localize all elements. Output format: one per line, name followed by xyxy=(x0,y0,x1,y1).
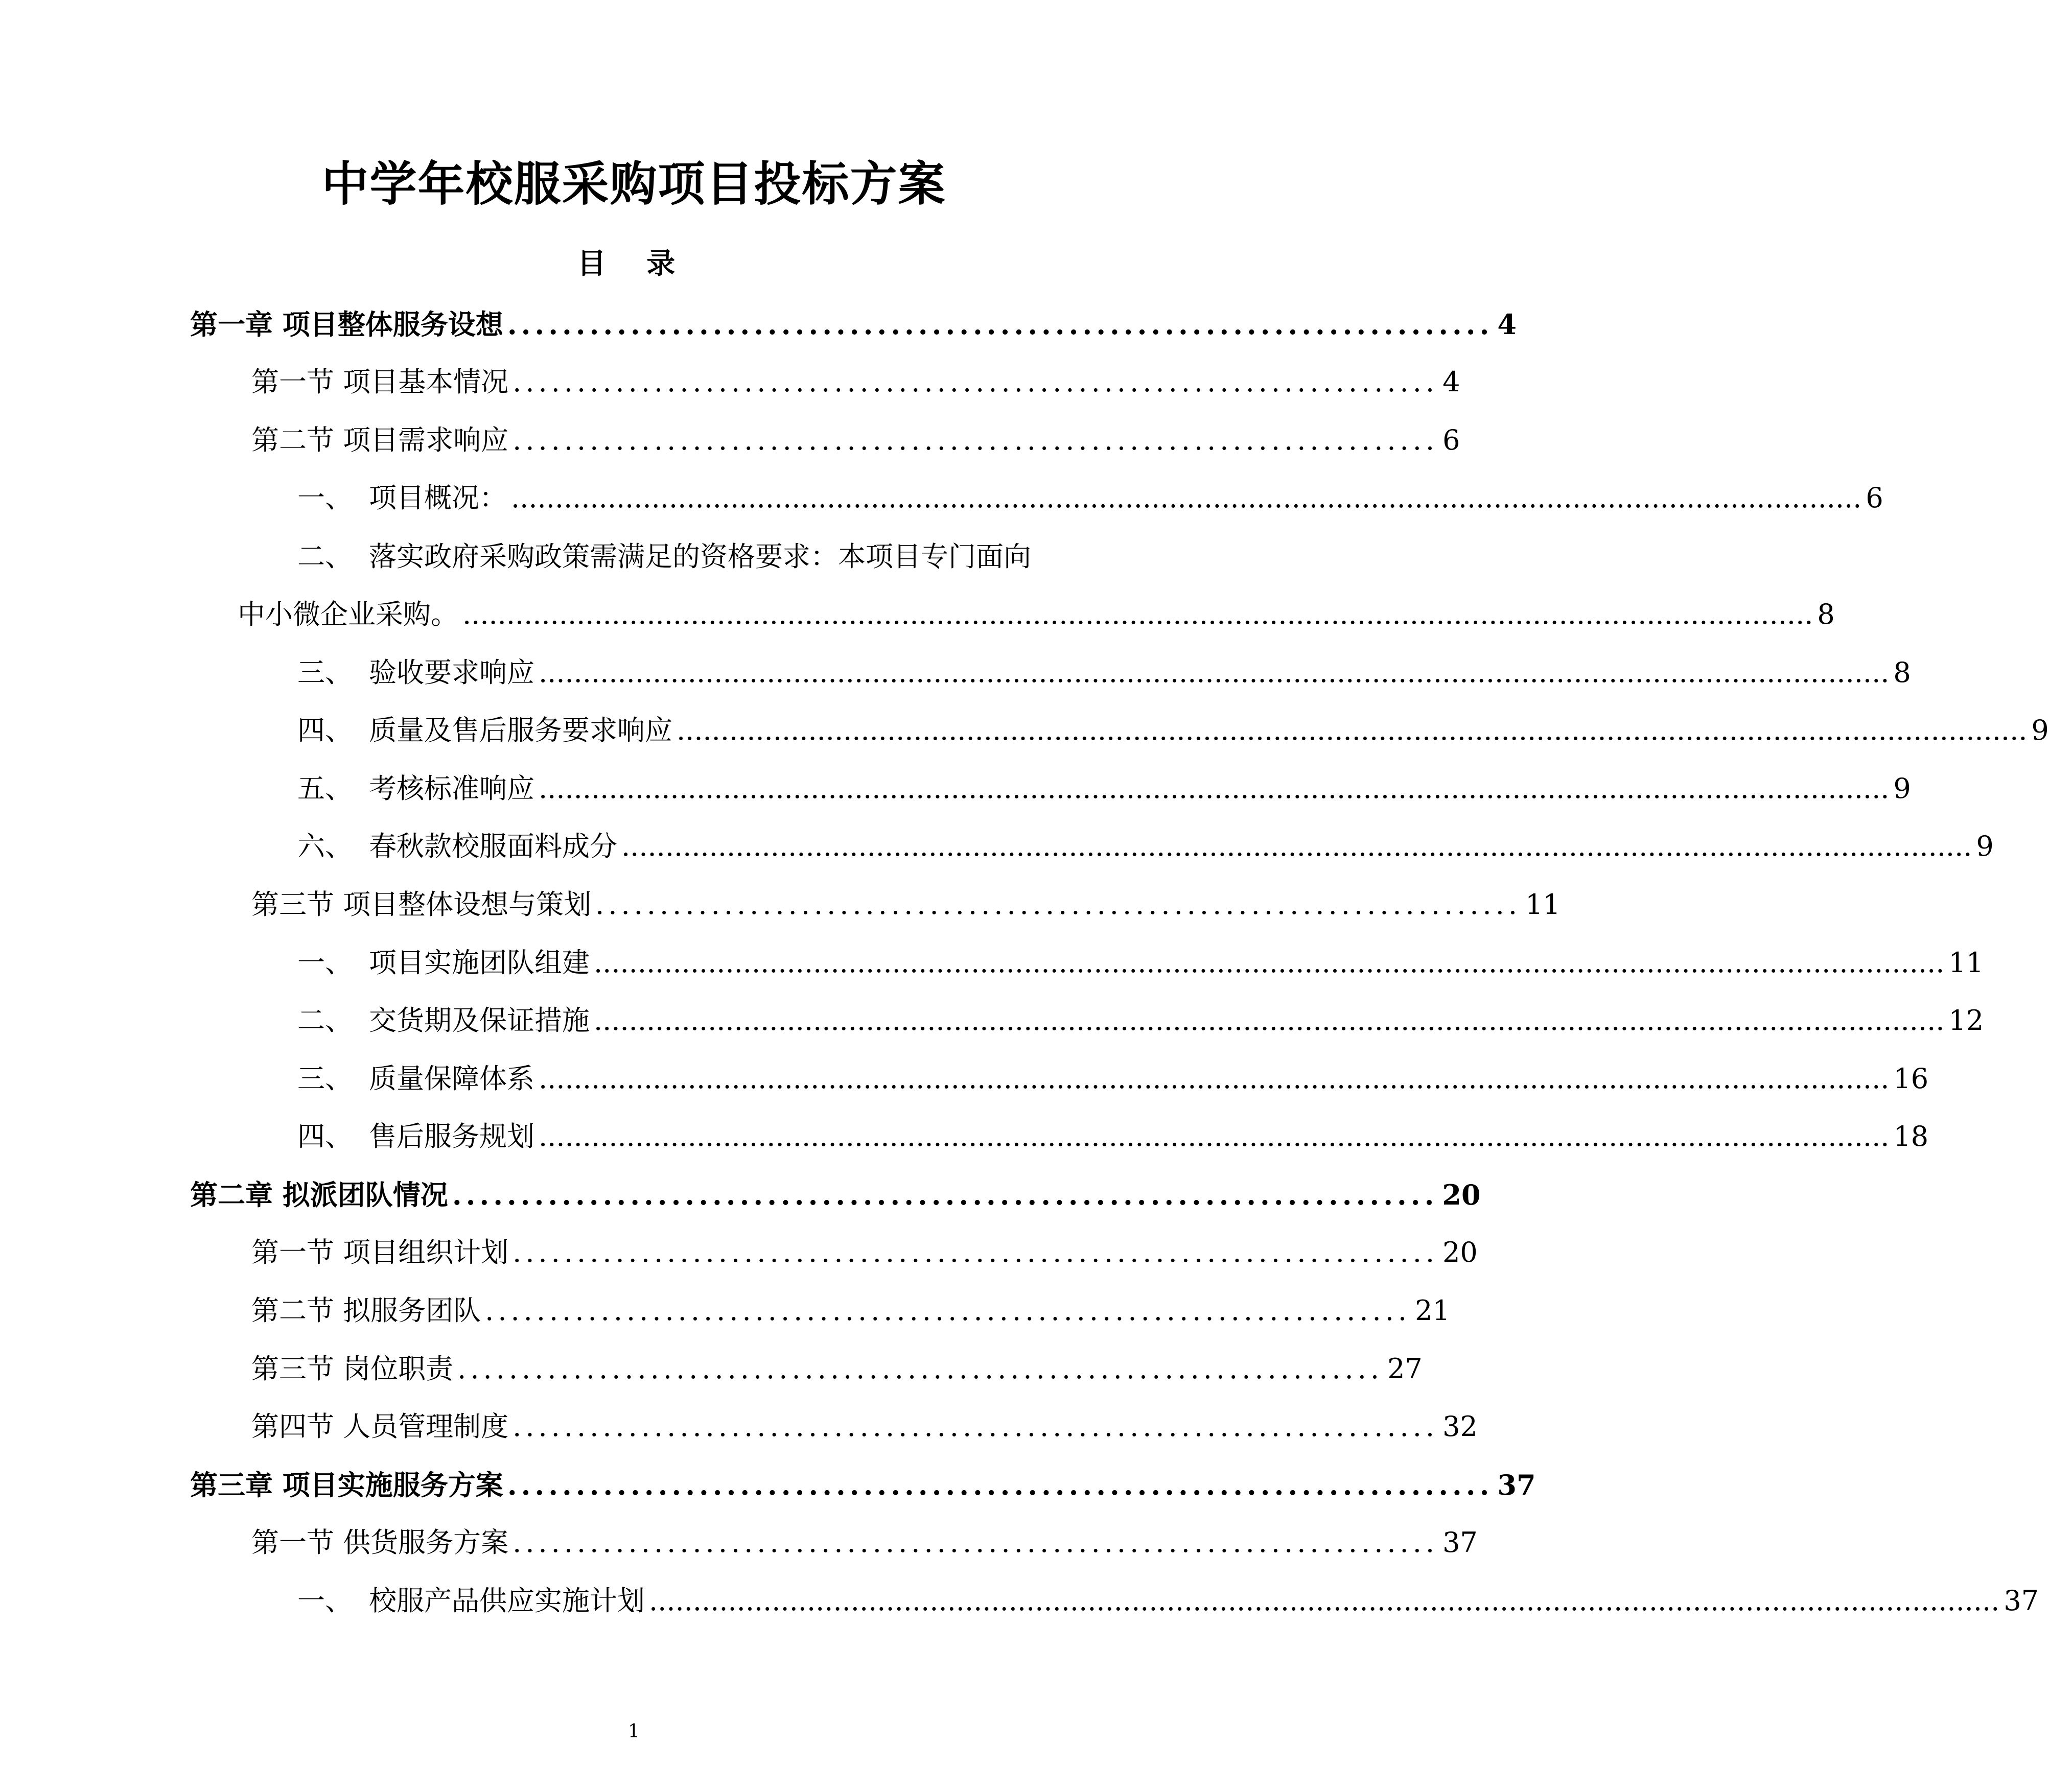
dot-leader: ........................................................................ xyxy=(513,424,1439,456)
toc-entry-label: 六、 春秋款校服面料成分 xyxy=(297,826,617,867)
toc-entry-section[interactable] xyxy=(251,1232,1478,1273)
toc-entry-item[interactable] xyxy=(297,942,1984,983)
dot-leader: ........................................................................ xyxy=(452,1178,1438,1211)
toc-entry-page: 6 xyxy=(1866,482,1883,514)
toc-entry-section[interactable] xyxy=(251,362,1460,403)
dot-leader: .......................................................................................................................................................... xyxy=(594,947,1945,979)
toc-entry-page: 4 xyxy=(1497,308,1517,341)
toc-entry-label: 一、 校服产品供应实施计划 xyxy=(297,1581,645,1621)
toc-entry-page: 11 xyxy=(1525,888,1561,921)
toc-entry-label: 第三章 项目实施服务方案 xyxy=(190,1469,503,1501)
toc-entry-item[interactable] xyxy=(297,1000,1984,1041)
toc-entry-item[interactable] xyxy=(297,1581,2039,1621)
toc-entry-page: 11 xyxy=(1948,947,1984,979)
toc-entry-page: 27 xyxy=(1387,1353,1423,1385)
toc-entry-page: 16 xyxy=(1893,1063,1929,1095)
toc-entry-page: 8 xyxy=(1817,598,1835,630)
toc-entry-item[interactable] xyxy=(297,768,1911,809)
toc-entry-page: 37 xyxy=(2004,1585,2039,1617)
toc-entry-label: 第三节 岗位职责 xyxy=(251,1353,454,1385)
toc-entry-section[interactable] xyxy=(251,1290,1450,1331)
toc-entry-number: 二、 xyxy=(297,1004,353,1036)
toc-entry-page: 9 xyxy=(1893,772,1911,805)
toc-entry-label: 第二章 拟派团队情况 xyxy=(190,1178,448,1211)
toc-entry-page: 37 xyxy=(1497,1469,1536,1501)
toc-entry-page: 6 xyxy=(1442,424,1460,456)
toc-entry-section[interactable] xyxy=(251,1349,1423,1389)
toc-entry-label-continued: 中小微企业采购。 xyxy=(238,598,458,630)
toc-entry-label: 四、 质量及售后服务要求响应 xyxy=(297,710,672,751)
toc-entry-chapter-1[interactable] xyxy=(190,304,1517,345)
toc-entry-chapter-3[interactable] xyxy=(190,1465,1536,1505)
toc-entry-label: 第一章 项目整体服务设想 xyxy=(190,308,503,341)
dot-leader: ........................................................................ xyxy=(457,1353,1384,1385)
dot-leader: .......................................................................................................................................................... xyxy=(539,1063,1890,1095)
toc-entry-number: 六、 xyxy=(297,830,353,862)
dot-leader: ........................................................................ xyxy=(507,308,1494,341)
toc-entry-page: 9 xyxy=(2031,714,2049,746)
toc-entry-item[interactable] xyxy=(297,1116,1929,1157)
toc-entry-label: 第四节 人员管理制度 xyxy=(251,1410,509,1443)
dot-leader: .......................................................................................................................................................... xyxy=(539,656,1890,689)
toc-entry-number: 一、 xyxy=(297,947,353,979)
toc-entry-label: 一、 项目实施团队组建 xyxy=(297,942,590,983)
toc-entry-section[interactable] xyxy=(251,420,1460,461)
toc-entry-label: 第二节 项目需求响应 xyxy=(251,424,509,456)
dot-leader: .......................................................................................................................................................... xyxy=(462,598,1813,630)
dot-leader: .......................................................................................................................................................... xyxy=(594,1004,1945,1036)
toc-entry-label: 第一节 项目组织计划 xyxy=(251,1236,509,1268)
toc-entry-label: 三、 验收要求响应 xyxy=(297,652,534,693)
toc-entry-item-wrapped-line-2[interactable] xyxy=(238,594,1835,635)
toc-entry-page: 12 xyxy=(1948,1004,1984,1036)
dot-leader: .......................................................................................................................................................... xyxy=(649,1585,2000,1617)
dot-leader: ........................................................................ xyxy=(485,1294,1411,1327)
toc-entry-page: 18 xyxy=(1893,1120,1929,1152)
toc-entry-page: 21 xyxy=(1415,1294,1450,1327)
toc-entry-label: 落实政府采购政策需满足的资格要求：本项目专门面向 xyxy=(369,540,1031,573)
toc-entry-item[interactable] xyxy=(297,710,2049,751)
toc-entry-label: 二、 交货期及保证措施 xyxy=(297,1000,590,1041)
dot-leader: .......................................................................................................................................................... xyxy=(539,772,1890,805)
toc-entry-label: 五、 考核标准响应 xyxy=(297,768,534,809)
toc-entry-number: 三、 xyxy=(297,1063,353,1095)
toc-entry-item[interactable] xyxy=(297,1058,1929,1099)
toc-entry-item-wrapped-line-1[interactable] xyxy=(297,536,1031,577)
toc-entry-section[interactable] xyxy=(251,884,1561,925)
toc-entry-number: 五、 xyxy=(297,772,353,805)
toc-entry-number: 四、 xyxy=(297,714,353,746)
dot-leader: ........................................................................ xyxy=(513,366,1439,398)
toc-entry-number: 四、 xyxy=(297,1120,353,1152)
dot-leader: .......................................................................................................................................................... xyxy=(539,1120,1890,1152)
toc-entry-item[interactable] xyxy=(297,826,1994,867)
toc-entry-label: 一、 项目概况： xyxy=(297,478,507,518)
document-title: 中学年校服采购项目投标方案 xyxy=(321,156,946,211)
toc-entry-page: 4 xyxy=(1442,366,1460,398)
toc-entry-page: 9 xyxy=(1976,830,1994,862)
dot-leader: .......................................................................................................................................................... xyxy=(677,714,2028,746)
toc-entry-item[interactable] xyxy=(297,652,1911,693)
toc-entry-page: 32 xyxy=(1442,1410,1478,1443)
toc-entry-page: 20 xyxy=(1442,1178,1481,1211)
toc-entry-number: 一、 xyxy=(297,1585,353,1617)
dot-leader: ........................................................................ xyxy=(507,1469,1494,1501)
toc-entry-label: 第一节 供货服务方案 xyxy=(251,1526,509,1559)
page-number: 1 xyxy=(628,1721,640,1742)
toc-entry-label: 四、 售后服务规划 xyxy=(297,1116,534,1157)
dot-leader: ........................................................................ xyxy=(513,1410,1439,1443)
dot-leader: ........................................................................ xyxy=(513,1236,1439,1268)
dot-leader: ........................................................................ xyxy=(513,1526,1439,1559)
toc-entry-page: 8 xyxy=(1893,656,1911,689)
dot-leader: .......................................................................................................................................................... xyxy=(621,830,1972,862)
toc-entry-section[interactable] xyxy=(251,1522,1478,1563)
toc-entry-label: 第三节 项目整体设想与策划 xyxy=(251,888,592,921)
toc-entry-section[interactable] xyxy=(251,1406,1478,1447)
toc-entry-label: 第一节 项目基本情况 xyxy=(251,366,509,398)
toc-entry-number: 三、 xyxy=(297,656,353,689)
toc-entry-chapter-2[interactable] xyxy=(190,1174,1481,1215)
toc-entry-label: 第二节 拟服务团队 xyxy=(251,1294,481,1327)
toc-entry-label: 三、 质量保障体系 xyxy=(297,1058,534,1099)
toc-entry-number: 二、 xyxy=(297,540,353,573)
toc-entry-page: 20 xyxy=(1442,1236,1478,1268)
dot-leader: ........................................................................ xyxy=(595,888,1522,921)
toc-heading: 目 录 xyxy=(577,247,691,280)
toc-entry-page: 37 xyxy=(1442,1526,1478,1559)
dot-leader: .......................................................................................................................................................... xyxy=(511,482,1862,514)
toc-entry-item[interactable] xyxy=(297,478,1883,518)
toc-entry-number: 一、 xyxy=(297,482,353,514)
